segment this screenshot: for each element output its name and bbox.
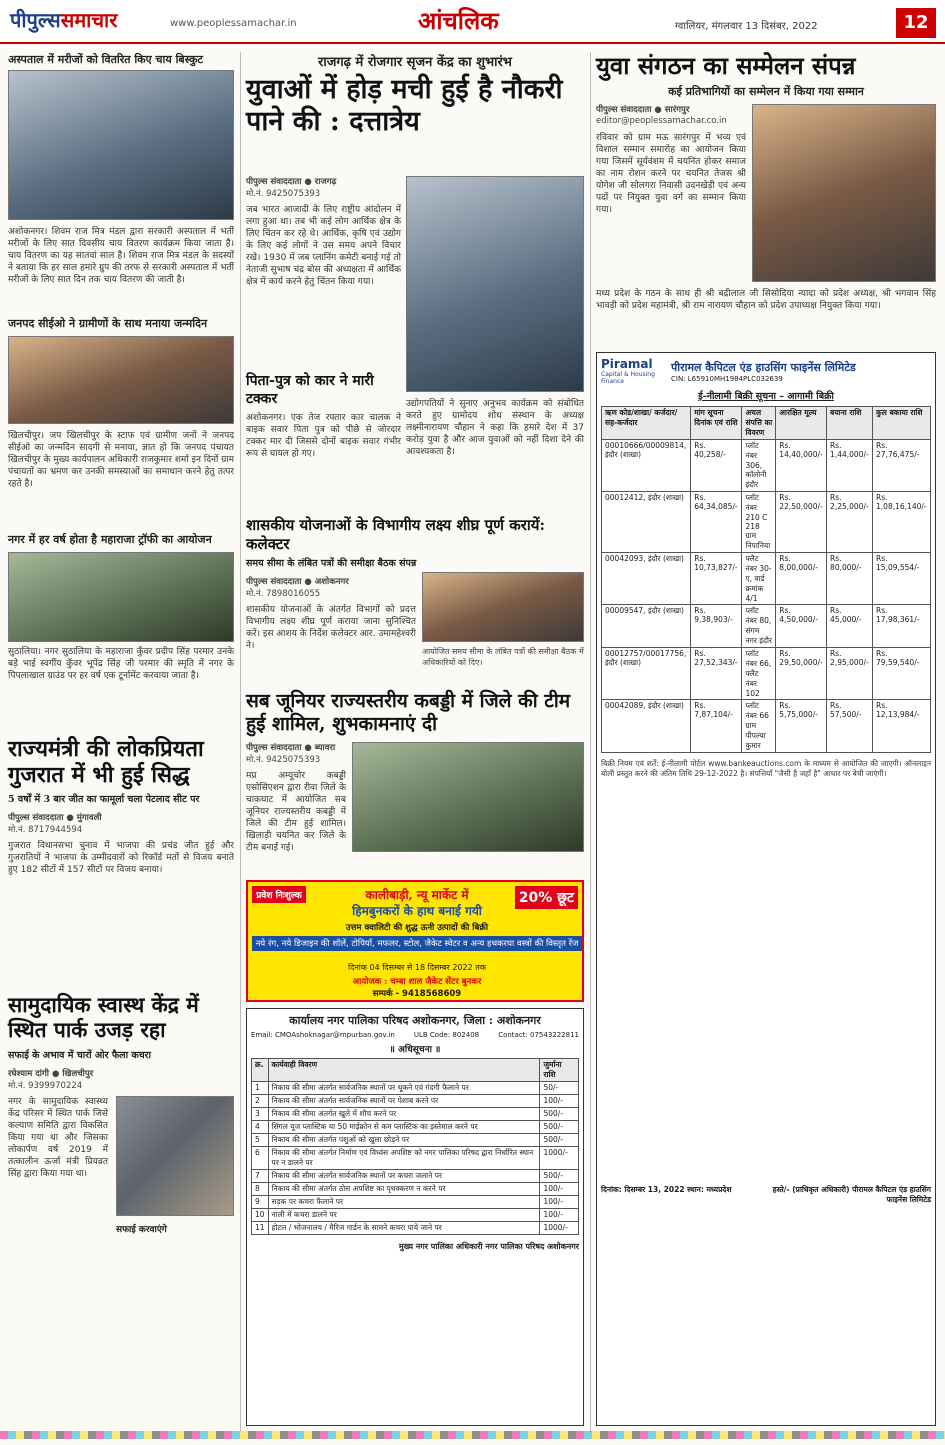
fine-cell-desc: निकाय की सीमा अंतर्गत निर्माण एवं विध्वंस अपशिष्ट को नगर पालिका परिषद द्वारा निर्धारित स्थान पर न डालने पर [268,1147,540,1170]
auction-cell-property: प्लॉट नंबर 66 ग्राम पीपल्या कुमार [742,700,776,753]
fine-table-body [252,1082,579,1235]
fine-table-row [252,1147,579,1170]
fine-col-no: क्र. [252,1059,269,1082]
auction-cell-outstanding: Rs. 27,76,475/- [873,440,931,492]
fine-table-header [252,1059,579,1082]
left-column [8,52,234,1432]
auction-cell-demand: Rs. 9,38,903/- [691,605,742,648]
notice-title: कार्यालय नगर पालिका परिषद अशोकनगर, जिला : अशोकनगर [289,1014,541,1027]
ad-items: नये रंग, नये डिजाइन की शॉलें, टोपियाँ, मफलर, स्टोल, जैकेट स्वेटर व अन्य हथकरघा वस्त्रों की विस्तृत रेंज [252,936,582,951]
auction-cell-emd: Rs. 80,000/- [827,553,873,605]
auction-cell-demand: Rs. 27,52,343/- [691,648,742,700]
auction-table-row [602,492,931,553]
piramal-brand-sub: Capital & Housing Finance [601,371,655,385]
auction-table-row [602,553,931,605]
auction-table-row [602,648,931,700]
fine-cell-amount: 100/- [540,1095,579,1108]
mid-kicker: राजगढ़ में रोजगार सृजन केंद्र का शुभारंभ [318,55,512,70]
fine-cell-no: 2 [252,1095,269,1108]
fine-cell-amount: 500/- [540,1121,579,1134]
story2-headline: जनपद सीईओ ने ग्रामीणों के साथ मनाया जन्मदिन [8,317,208,330]
auction-table-row [602,605,931,648]
story4-subhead: 5 वर्षों में 3 बार जीत का फामूर्ला चला पेटलाद सीट पर [8,794,200,805]
registration-strip [0,1431,945,1439]
collector-photo [422,572,584,642]
right-column [596,52,936,1432]
mid-photo [406,176,584,392]
piramal-header [601,357,931,385]
auction-table [601,406,931,753]
auction-col-demand: मांग सूचना दिनांक एवं राशि [691,407,742,440]
right-photo [752,104,936,282]
fine-cell-no: 11 [252,1222,269,1235]
story5-byline: रघेश्याम दांगी ● खिलचीपुर [8,1069,94,1079]
right-headline: युवा संगठन का सम्मेलन संपन्न [596,51,856,80]
notice-subtitle: ॥ अधिसूचना ॥ [389,1045,441,1055]
handloom-ad [246,880,584,1002]
fine-table-row [252,1222,579,1235]
auction-cell-property: प्लॉट नंबर 306, कॉलोनी इंदौर [742,440,776,492]
auction-table-header [602,407,931,440]
column-divider [240,52,241,1432]
auction-table-body [602,440,931,753]
story-car-headline: पिता-पुत्र को कार ने मारी टक्कर [246,373,374,407]
auction-cell-outstanding: Rs. 1,08,16,140/- [873,492,931,553]
story1-headline: अस्पताल में मरीजों को वितरित किए चाय बिस्कुट [8,53,203,66]
story5-subhead: सफाई के अभाव में चारों ओर फैला कचरा [8,1050,152,1061]
fine-cell-amount: 500/- [540,1108,579,1121]
right-text2: मध्य प्रदेश के गठन के साथ ही श्री बद्रीलाल जी सिसोदिया न्यादा को प्रदेश अध्यक्ष, श्री भगवान सिंह भावड़ी को प्रदेश महामंत्री, श्री राम नारायण चौहान को प्रदेश उपाध्यक्ष नियुक्त किया गया। [596,289,936,311]
notice-phone: Contact: 07543222811 [498,1031,579,1039]
mid-text: जब भारत आजादी के लिए राष्ट्रीय आंदोलन में लगा हुआ था। तब भी कई लोग आर्थिक क्षेत्र के लिए चिंतन कर रहे थे। आर्थिक, कृषि एवं उद्योग के लिए कई लोगों ने उस समय अपने विचार रखे। 1930 में जब प्लानिंग कमेटी बनाई गई तो नेताजी सुभाष चंद्र बोस की अध्यक्षता में आर्थिक क्षेत्र में कार्य करने हेतु चिंतन किया गया। [246,205,401,287]
auction-cell-demand: Rs. 40,258/- [691,440,742,492]
auction-cell-loan: 00042093, इंदौर (शाखा) [602,553,691,605]
story3-photo [8,552,234,642]
auction-col-emd: बयाना राशि [827,407,873,440]
notice-signature: मुख्य नगर पालिका अधिकारी नगर पालिका परिषद अशोकनगर [398,1241,579,1251]
fine-cell-desc: निकाय की सीमा अंतर्गत खुले में शौच करने पर [268,1108,540,1121]
fine-table-row [252,1209,579,1222]
fine-cell-desc: निकाय की सीमा अंतर्गत सार्वजनिक स्थानों पर थूकने एवं गंदगी फैलाने पर [268,1082,540,1095]
story5-headline: सामुदायिक स्वास्थ केंद्र में स्थित पार्क उजड़ रहा [8,992,199,1042]
auction-cell-emd: Rs. 57,500/- [827,700,873,753]
mid-mobile: मो.नं. 9425075393 [246,189,321,199]
piramal-notice-title: ई-नीलामी बिक्री सूचना – आगामी बिक्री [698,391,834,402]
story5-text: नगर के सामुदायिक स्वास्थ्य केंद्र परिसर में स्थित पार्क जिसे कल्याण समिति द्वारा विकसित किया गया था और जिसका लोकार्पण वर्ष 2019 में तत्कालीन ऊर्जा मंत्री प्रियव्रत सिंह द्वारा किया गया था। [8,1097,108,1179]
fine-cell-desc: सिंगल यूज प्लास्टिक या 50 माईक्रोन से कम प्लास्टिक का इस्तेमाल करने पर [268,1121,540,1134]
fine-cell-desc: सड़क पर कचरा फैलाने पर [268,1196,540,1209]
story2-photo [8,336,234,424]
auction-table-row [602,700,931,753]
collector-headline: शासकीय योजनाओं के विभागीय लक्ष्य शीघ्र पूर्ण करायें: कलेक्टर [246,516,545,553]
fine-cell-amount: 100/- [540,1209,579,1222]
piramal-footer [601,1185,931,1205]
story5-mobile: मो.नं. 9399970224 [8,1081,83,1091]
fine-cell-amount: 500/- [540,1170,579,1183]
auction-cell-loan: 00012757/00017756, इंदौर (शाखा) [602,648,691,700]
mid-side-text: उद्योगपतियों ने सुनाए अनुभव कार्यक्रम को संबोधित करते हुए ग्रामोदय शोध संस्थान के अध्यक्ष लक्ष्मीनारायण चौहान ने कहा कि हमारे देश में 37 करोड़ युवा है और आज युवाओं को नहीं दिशा देने की आवश्यकता है। [406,399,584,457]
story4-mobile: मो.नं. 8717944594 [8,825,83,835]
auction-table-row [602,440,931,492]
collector-text: शासकीय योजनाओं के अंतर्गत विभागों को प्रदत्त विभागीय लक्ष्य शीघ्र पूर्ण कराया जाना सुनिश्चित करें। इस आशय के निर्देश कलेक्टर आर. उमामहेश्वरी ने। [246,605,416,651]
fine-cell-amount: 500/- [540,1134,579,1147]
fine-cell-no: 7 [252,1170,269,1183]
fine-cell-desc: निकाय की सीमा अंतर्गत ठोस अपशिष्ट का पृथक्करण न करने पर [268,1183,540,1196]
right-subhead: कई प्रतिभागियों का सम्मेलन में किया गया सम्मान [668,85,864,98]
auction-cell-property: प्लॉट नंबर 80, संगम नगर इंदौर [742,605,776,648]
piramal-date-place: दिनांक: दिसम्बर 13, 2022 स्थान: मध्यप्रदेश [601,1185,732,1194]
dateline: ग्वालियर, मंगलवार 13 दिसंबर, 2022 [675,21,818,32]
fine-table-row [252,1134,579,1147]
auction-col-outstanding: कुल बकाया राशि [873,407,931,440]
notice-ulb: ULB Code: 802408 [413,1031,480,1039]
auction-cell-property: प्लॉट नंबर 66, फ्लैट नंबर 102 [742,648,776,700]
kabaddi-photo [352,742,584,852]
piramal-notice [596,352,936,1426]
kabaddi-text: मप्र अम्यूचोर कबड्डी एसोसिएशन द्वारा रीवा जिले के चाकघाट में आयोजित सब जूनियर राज्यस्तरीय कबड्डी में जिले की टीम हुई शामिल। खिलाड़ी चयनित कर जिले के टीम बनाई गई। [246,771,346,853]
mid-byline: पीपुल्स संवाददाता ● राजगढ़ [246,177,337,187]
municipal-notice [246,1008,584,1426]
fine-cell-no: 8 [252,1183,269,1196]
story2-text: खिलचीपुर। जप खिलचीपुर के स्टाफ एवं ग्रामीण जनों ने जनपद सीईओ का जन्मदिन सादगी से मनाया, ज्ञात हो कि जनपद पंचायत खिलचीपुर के मुख्य कार्यपालन अधिकारी राजकुमार शर्मा इन दिनों ग्राम पंचायतों का भ्रमण कर उनकी समस्याओं का समाधान करने हेतु तत्पर रहते है। [8,431,234,489]
auction-col-property: अचल संपत्ति का विवरण [742,407,776,440]
fine-table-row [252,1196,579,1209]
fine-cell-no: 1 [252,1082,269,1095]
fine-table-row [252,1170,579,1183]
fine-table [251,1058,579,1235]
auction-cell-loan: 00009547, इंदौर (शाखा) [602,605,691,648]
piramal-brand: Piramal [601,357,653,371]
collector-caption: आयोजित समय सीमा के लंबित पत्रों की समीक्षा बैठक में अधिकारियों को दिए। [422,647,584,667]
kabaddi-headline: सब जूनियर राज्यस्तरीय कबड्डी में जिले की टीम हुई शामिल, शुभकामनाएं दी [246,690,571,735]
fine-cell-desc: होटल / भोजनालय / मैरिज गार्डन के सामने कचरा पाये जाने पर [268,1222,540,1235]
story1-text: अशोकनगर। शिवम राज मित्र मंडल द्वारा सरकारी अस्पताल में भर्ती मरीजों के लिए सात दिवसीय चाय वितरण कार्यक्रम किया जाता है। चाय वितरण का यह सातवां साल है। शिवम राज मित्र मंडल के सदस्यों ने बताया कि हर साल हमारे ग्रुप की तरफ से सरकारी अस्पताल में भर्ती मरीजों के लिए सात दिन तक चाय वितरण की जाती है। [8,227,234,285]
story3-headline: नगर में हर वर्ष होता है महाराजा ट्रॉफी का आयोजन [8,533,212,546]
ad-free-badge: प्रवेश निःशुल्क [252,886,306,903]
section-title: आंचलिक [418,6,499,35]
ad-phone: सम्पर्क - 9418568609 [372,989,462,999]
auction-cell-reserve: Rs. 5,75,000/- [776,700,827,753]
ad-discount-badge: 20% छूट [515,886,578,909]
logo-left-text: पीपुल्स [10,8,61,32]
page-number: 12 [896,8,936,38]
story3-text: सुठालिया। नगर सुठालिया के महाराजा कुँवर प्रदीप सिंह परमार उनके बड़े भाई स्वर्गीय कुँवर भूपेंद्र सिंह जी परमार की स्मृति में नगर के पिपलाखाल ग्राउंड पर हर वर्ष एक टूर्नामेंट करवाया जाता है। [8,647,234,681]
ad-tagline: उत्तम क्वालिटी की शुद्ध ऊनी उत्पादों की बिक्री [345,923,489,933]
fine-cell-amount: 50/- [540,1082,579,1095]
ad-title: कालीबाड़ी, न्यू मार्केट में [365,888,469,902]
piramal-title-block [671,360,931,383]
story4-text: गुजरात विधानसभा चुनाव में भाजपा की प्रचंड जीत हुई और गुजरातियों ने भाजपा के उम्मीदवारों को रिकॉर्ड मतों से विजय बनाते हुए 182 सीटों में 157 सीटों पर विजय बनाया। [8,841,234,875]
piramal-terms: बिक्री नियम एवं शर्तें: ई-नीलामी पोर्टल www.bankeauctions.com के माध्यम से आयोजित की जाएगी। ऑनलाइन बोली प्रस्तुत करने की अंतिम तिथि 29-12-2022 है। संपत्तियाँ "जैसी है जहाँ है" आधार पर बेची जाएंगी। [601,759,931,778]
fine-cell-desc: निकाय की सीमा अंतर्गत पशुओं को खुला छोड़ने पर [268,1134,540,1147]
newspaper-logo [10,6,117,33]
fine-cell-amount: 1000/- [540,1222,579,1235]
auction-col-reserve: आरक्षित मूल्य [776,407,827,440]
fine-cell-no: 4 [252,1121,269,1134]
piramal-logo [601,357,665,385]
auction-cell-demand: Rs. 64,34,085/- [691,492,742,553]
ad-banner: हिमबुनकरों के हाथ बनाई गयी [352,904,482,918]
story4-headline: राज्यमंत्री की लोकप्रियता गुजरात में भी हुई सिद्ध [8,736,204,788]
auction-cell-reserve: Rs. 4,50,000/- [776,605,827,648]
auction-col-loan: ऋण कोड/शाखा/ कर्जदार/सह-कर्जदार [602,407,691,440]
collector-byline: पीपुल्स संवाददाता ● अशोकनगर [246,577,349,587]
piramal-cin: CIN: L65910MH1984PLC032639 [671,374,783,383]
story4-byline: पीपुल्स संवाददाता ● मुंगावली [8,813,102,823]
notice-contact-row [251,1031,579,1039]
fine-cell-amount: 1000/- [540,1147,579,1170]
ad-organizer: आयोजक : चम्बा शाल जैकेट सेंटर बुनकर [352,977,482,987]
auction-cell-reserve: Rs. 29,50,000/- [776,648,827,700]
auction-cell-emd: Rs. 1,44,000/- [827,440,873,492]
website-url: www.peoplessamachar.in [170,18,297,29]
fine-cell-no: 10 [252,1209,269,1222]
right-byline: पीपुल्स संवाददाता ● सारंगपुर [596,105,690,115]
auction-cell-outstanding: Rs. 17,98,361/- [873,605,931,648]
fine-cell-amount: 100/- [540,1196,579,1209]
auction-cell-property: प्लॉट नंबर 210 C 218 ग्राम निपानिया [742,492,776,553]
auction-cell-emd: Rs. 2,95,000/- [827,648,873,700]
auction-cell-demand: Rs. 7,87,104/- [691,700,742,753]
middle-column [246,52,584,1432]
story1-photo [8,70,234,220]
right-email: editor@peoplessamachar.co.in [596,116,727,126]
auction-cell-outstanding: Rs. 12,13,984/- [873,700,931,753]
fine-col-desc: कार्यवाही विवरण [268,1059,540,1082]
auction-cell-outstanding: Rs. 79,59,540/- [873,648,931,700]
auction-cell-loan: 00010666/00009814, इंदौर (शाखा) [602,440,691,492]
auction-cell-reserve: Rs. 8,00,000/- [776,553,827,605]
fine-cell-no: 6 [252,1147,269,1170]
auction-cell-emd: Rs. 45,000/- [827,605,873,648]
collector-subhead: समय सीमा के लंबित पत्रों की समीक्षा बैठक संपन्न [246,558,417,569]
fine-cell-no: 9 [252,1196,269,1209]
fine-table-row [252,1183,579,1196]
fine-cell-desc: निकाय की सीमा अंतर्गत सार्वजनिक स्थानों पर कचरा जलाने पर [268,1170,540,1183]
mid-headline: युवाओं में होड़ मची हुई है नौकरी पाने की : दत्तात्रेय [246,74,563,137]
auction-cell-loan: 00012412, इंदौर (शाखा) [602,492,691,553]
fine-table-row [252,1095,579,1108]
fine-col-amount: जुर्माना राशि [540,1059,579,1082]
story5-photo [116,1096,234,1216]
logo-right-text: समाचार [60,8,118,32]
auction-cell-reserve: Rs. 14,40,000/- [776,440,827,492]
collector-mobile: मो.नं. 7898016055 [246,589,321,599]
auction-cell-emd: Rs. 2,25,000/- [827,492,873,553]
piramal-company: पीरामल कैपिटल एंड हाउसिंग फाइनेंस लिमिटेड [671,360,856,374]
right-text: रविवार को ग्राम मऊ सारंगपुर में भव्य एवं विशाल सम्मान समारोह का आयोजन किया गया जिसमें सूर्यवंशम में चयनित होकर समाज का नाम रोशन करने पर चयनित तेजस श्री योगेश जी सोलगरा निवासी उदनखेड़ी एवं अन्य पदों पर नियुक्त युवा वर्ग का सम्मान किया गया। [596,133,746,215]
auction-cell-loan: 00042089, इंदौर (शाखा) [602,700,691,753]
column-divider-2 [590,52,591,1432]
kabaddi-byline: पीपुल्स संवाददाता ● ब्यावरा [246,743,336,753]
kabaddi-mobile: मो.नं. 9425075393 [246,755,321,765]
story5-caption: सफाई करवाएंगे [116,1225,167,1235]
fine-table-row [252,1082,579,1095]
fine-cell-amount: 100/- [540,1183,579,1196]
ad-dates: दिनांक 04 दिसम्बर से 18 दिसम्बर 2022 तक [348,963,486,972]
notice-email: Email: CMOAshoknagar@mpurban.gov.in [251,1031,395,1039]
story-car-text: अशोकनगर। एक तेज रफ्तार कार चालक ने बाइक सवार पिता पुत्र को पीछे से जोरदार टक्कर मार दी जिससे दोनों बाइक सवार गंभीर रूप से घायल हो गए। [246,413,401,459]
fine-cell-no: 3 [252,1108,269,1121]
piramal-signature: हस्ते/- (प्राधिकृत अधिकारी) पीरामल कैपिटल एंड हाउसिंग फाइनेंस लिमिटेड [772,1185,931,1204]
masthead [0,0,945,44]
fine-cell-desc: नाली में कचरा डालने पर [268,1209,540,1222]
auction-cell-demand: Rs. 10,73,827/- [691,553,742,605]
fine-table-row [252,1108,579,1121]
auction-cell-property: फ्लैट नंबर 30-ए, वार्ड क्रमांक 4/1 [742,553,776,605]
fine-cell-no: 5 [252,1134,269,1147]
fine-table-row [252,1121,579,1134]
fine-cell-desc: निकाय की सीमा अंतर्गत सार्वजनिक स्थानों पर पेशाब करने पर [268,1095,540,1108]
auction-cell-outstanding: Rs. 15,09,554/- [873,553,931,605]
auction-cell-reserve: Rs. 22,50,000/- [776,492,827,553]
